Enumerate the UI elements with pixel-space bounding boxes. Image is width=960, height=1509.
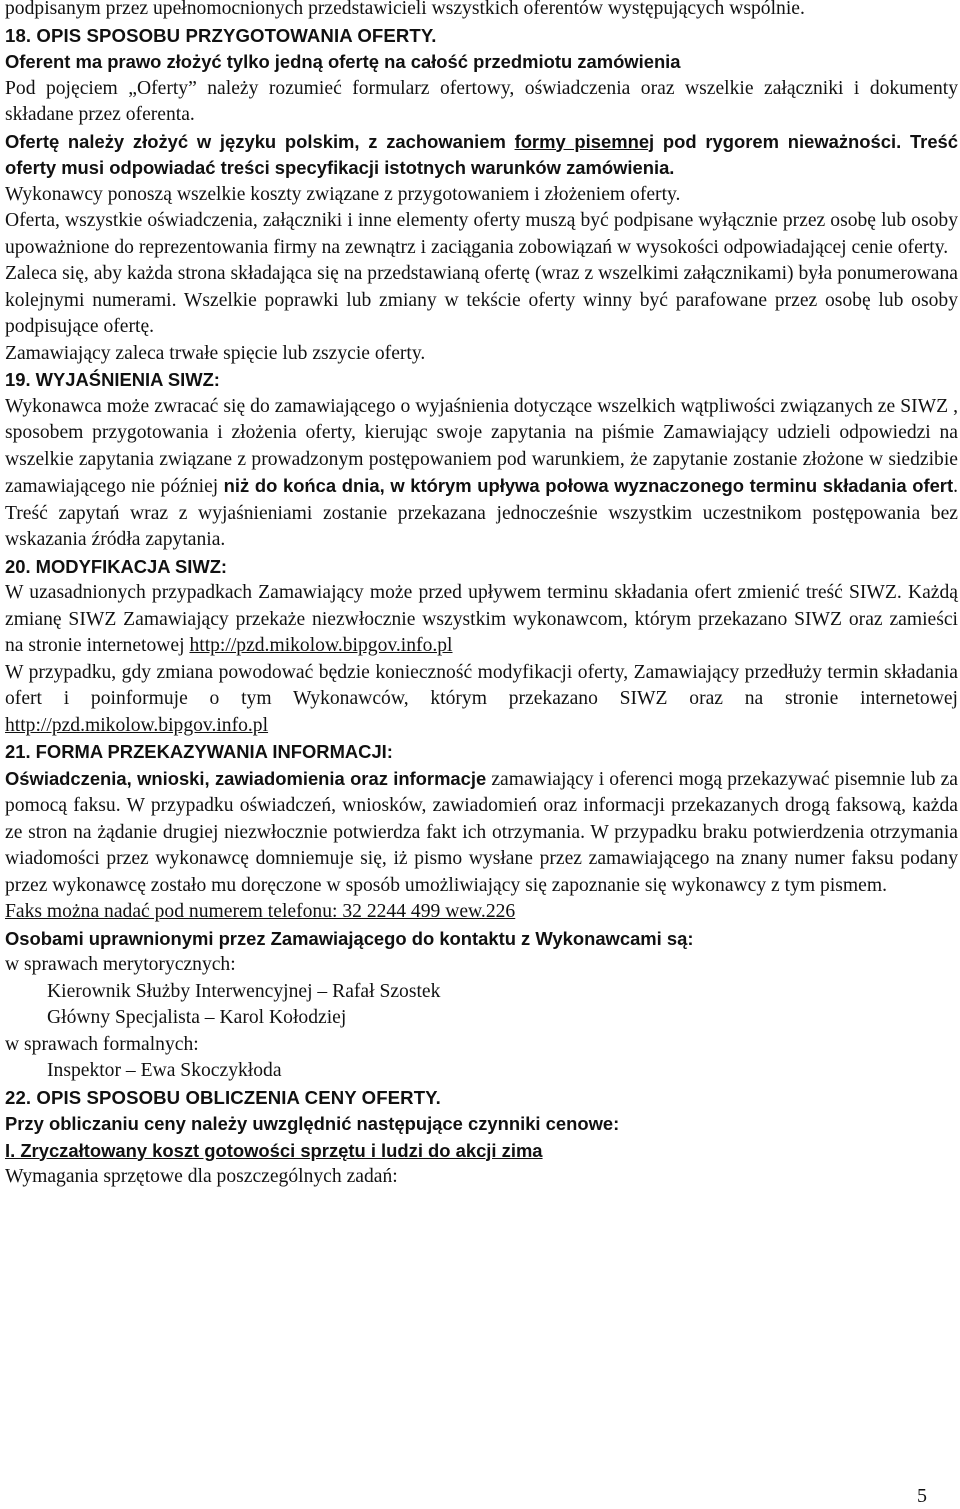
section-18-paragraph-2: Ofertę należy złożyć w języku polskim, z zachowaniem formy pisemnej pod rygorem nieważności. Treść oferty musi odpowiadać treści specyfikacji istotnych warunków zamówienia. [5, 130, 959, 178]
section-18-paragraph-5: Zaleca się, aby każda strona składająca się na przedstawianą ofertę (wraz z wszelkimi załącznikami) była ponumerowana kolejnymi numerami. Wszelkie poprawki lub zmiany w tekście oferty winny być parafowane przez osobę lub osoby podpisujące ofertę. [5, 263, 958, 337]
underlined-phrase: formy pisemnej [514, 130, 655, 152]
contact-2: Główny Specjalista – Karol Kołodziej [47, 1007, 347, 1028]
merit-label: w sprawach merytorycznych: [5, 954, 236, 975]
page-number: 5 [917, 1485, 927, 1507]
bip-link-1[interactable]: http://pzd.mikolow.bipgov.info.pl [189, 635, 453, 656]
intro-paragraph: podpisanym przez upełnomocnionych przedstawicieli wszystkich oferentów występujących wspólnie. [5, 0, 805, 19]
document-page [5, 0, 958, 1191]
bip-link-2[interactable]: http://pzd.mikolow.bipgov.info.pl [5, 714, 269, 736]
section-18-heading: 18. OPIS SPOSOBU PRZYGOTOWANIA OFERTY. [5, 24, 437, 46]
section-22-subheading: I. Zryczałtowany koszt gotowości sprzętu i ludzi do akcji zima [5, 1139, 543, 1161]
contact-3: Inspektor – Ewa Skoczykłoda [47, 1060, 282, 1081]
contact-1: Kierownik Służby Interwencyjnej – Rafał Szostek [47, 980, 441, 1002]
section-19-paragraph: Wykonawca może zwracać się do zamawiającego o wyjaśnienia dotyczące wszelkich wątpliwości związanych ze SIWZ , sposobem przygotowania i złożenia oferty, kierując swoje zapytania na piśmie Zamawiający udzieli odpowiedzi na wszelkie zapytania związane z prowadzonym postępowaniem pod warunkiem, że zapytanie zostanie złożone w siedzibie zamawiającego nie później niż do końca dnia, w którym upływa połowa wyznaczonego terminu składania ofert. Treść zapytań wraz z wyjaśnieniami zostanie przekazana jednocześnie wszystkim uczestnikom postępowania bez wskazania źródła zapytania. [5, 395, 958, 550]
section-22-bold-line: Przy obliczaniu ceny należy uwzględnić następujące czynniki cenowe: [5, 1113, 620, 1134]
section-20-heading: 20. MODYFIKACJA SIWZ: [5, 555, 228, 577]
section-22-last-line: Wymagania sprzętowe dla poszczególnych zadań: [5, 1166, 398, 1187]
section-18-paragraph-4: Oferta, wszystkie oświadczenia, załączniki i inne elementy oferty muszą być podpisane wyłącznie przez osobę lub osoby upoważnione do reprezentowania firmy na zewnątrz i zaciągania zobowiązań w wysokości odpowiadającej cenie oferty. [5, 210, 958, 258]
section-18-paragraph-3: Wykonawcy ponoszą wszelkie koszty związane z przygotowaniem i złożeniem oferty. [5, 183, 681, 205]
section-21-heading: 21. FORMA PRZEKAZYWANIA INFORMACJI: [5, 741, 393, 762]
section-20-paragraph-2: W przypadku, gdy zmiana powodować będzie konieczność modyfikacji oferty, Zamawiający przedłuży termin składania ofert i poinformuje o tym Wykonawców, którym przekazano SIWZ oraz na stronie internetowej http://pzd.mikolow.bipgov.info.pl [5, 661, 958, 736]
bold-deadline: niż do końca dnia, w którym upływa połowa wyznaczonego terminu składania ofert [223, 475, 954, 496]
section-18-paragraph-6: Zamawiający zaleca trwałe spięcie lub zszycie oferty. [5, 342, 426, 364]
fax-number: Faks można nadać pod numerem telefonu: 32 2244 499 wew.226 [5, 901, 516, 922]
section-20-paragraph-1: W uzasadnionych przypadkach Zamawiający może przed upływem terminu składania ofert zmienić treść SIWZ. Każdą zmianę SIWZ Zamawiający przekaże niezwłocznie wszystkim wykonawcom, którym przekazano SIWZ oraz zamieści na stronie internetowej http://pzd.mikolow.bipgov.info.pl [5, 582, 958, 656]
contacts-heading: Osobami uprawnionymi przez Zamawiającego do kontaktu z Wykonawcami są: [5, 927, 694, 949]
section-18-bold-line: Oferent ma prawo złożyć tylko jedną ofertę na całość przedmiotu zamówienia [5, 51, 681, 72]
section-21-paragraph: Oświadczenia, wnioski, zawiadomienia oraz informacje zamawiający i oferenci mogą przekazywać pisemnie lub za pomocą faksu. W przypadku oświadczeń, wniosków, zawiadomień oraz informacji przekazanych drogą faksową, każda ze stron na żądanie drugiej niezwłocznie potwierdza fakt ich otrzymania. W przypadku braku potwierdzenia otrzymania wiadomości przez wykonawcę domniemuje się, iż pismo wysłane przez zamawiającego na znany numer faksu podany przez wykonawcę zostało mu doręczone w sposób umożliwiający się zapoznanie się wykonawcy z tym pismem. [5, 767, 958, 896]
formal-label: w sprawach formalnych: [5, 1033, 199, 1055]
section-22-heading: 22. OPIS SPOSOBU OBLICZENIA CENY OFERTY. [5, 1086, 441, 1108]
section-19-heading: 19. WYJAŚNIENIA SIWZ: [5, 369, 220, 390]
section-18-paragraph-1: Pod pojęciem „Oferty” należy rozumieć formularz ofertowy, oświadczenia oraz wszelkie załączniki i dokumenty składane przez oferenta. [5, 77, 958, 125]
